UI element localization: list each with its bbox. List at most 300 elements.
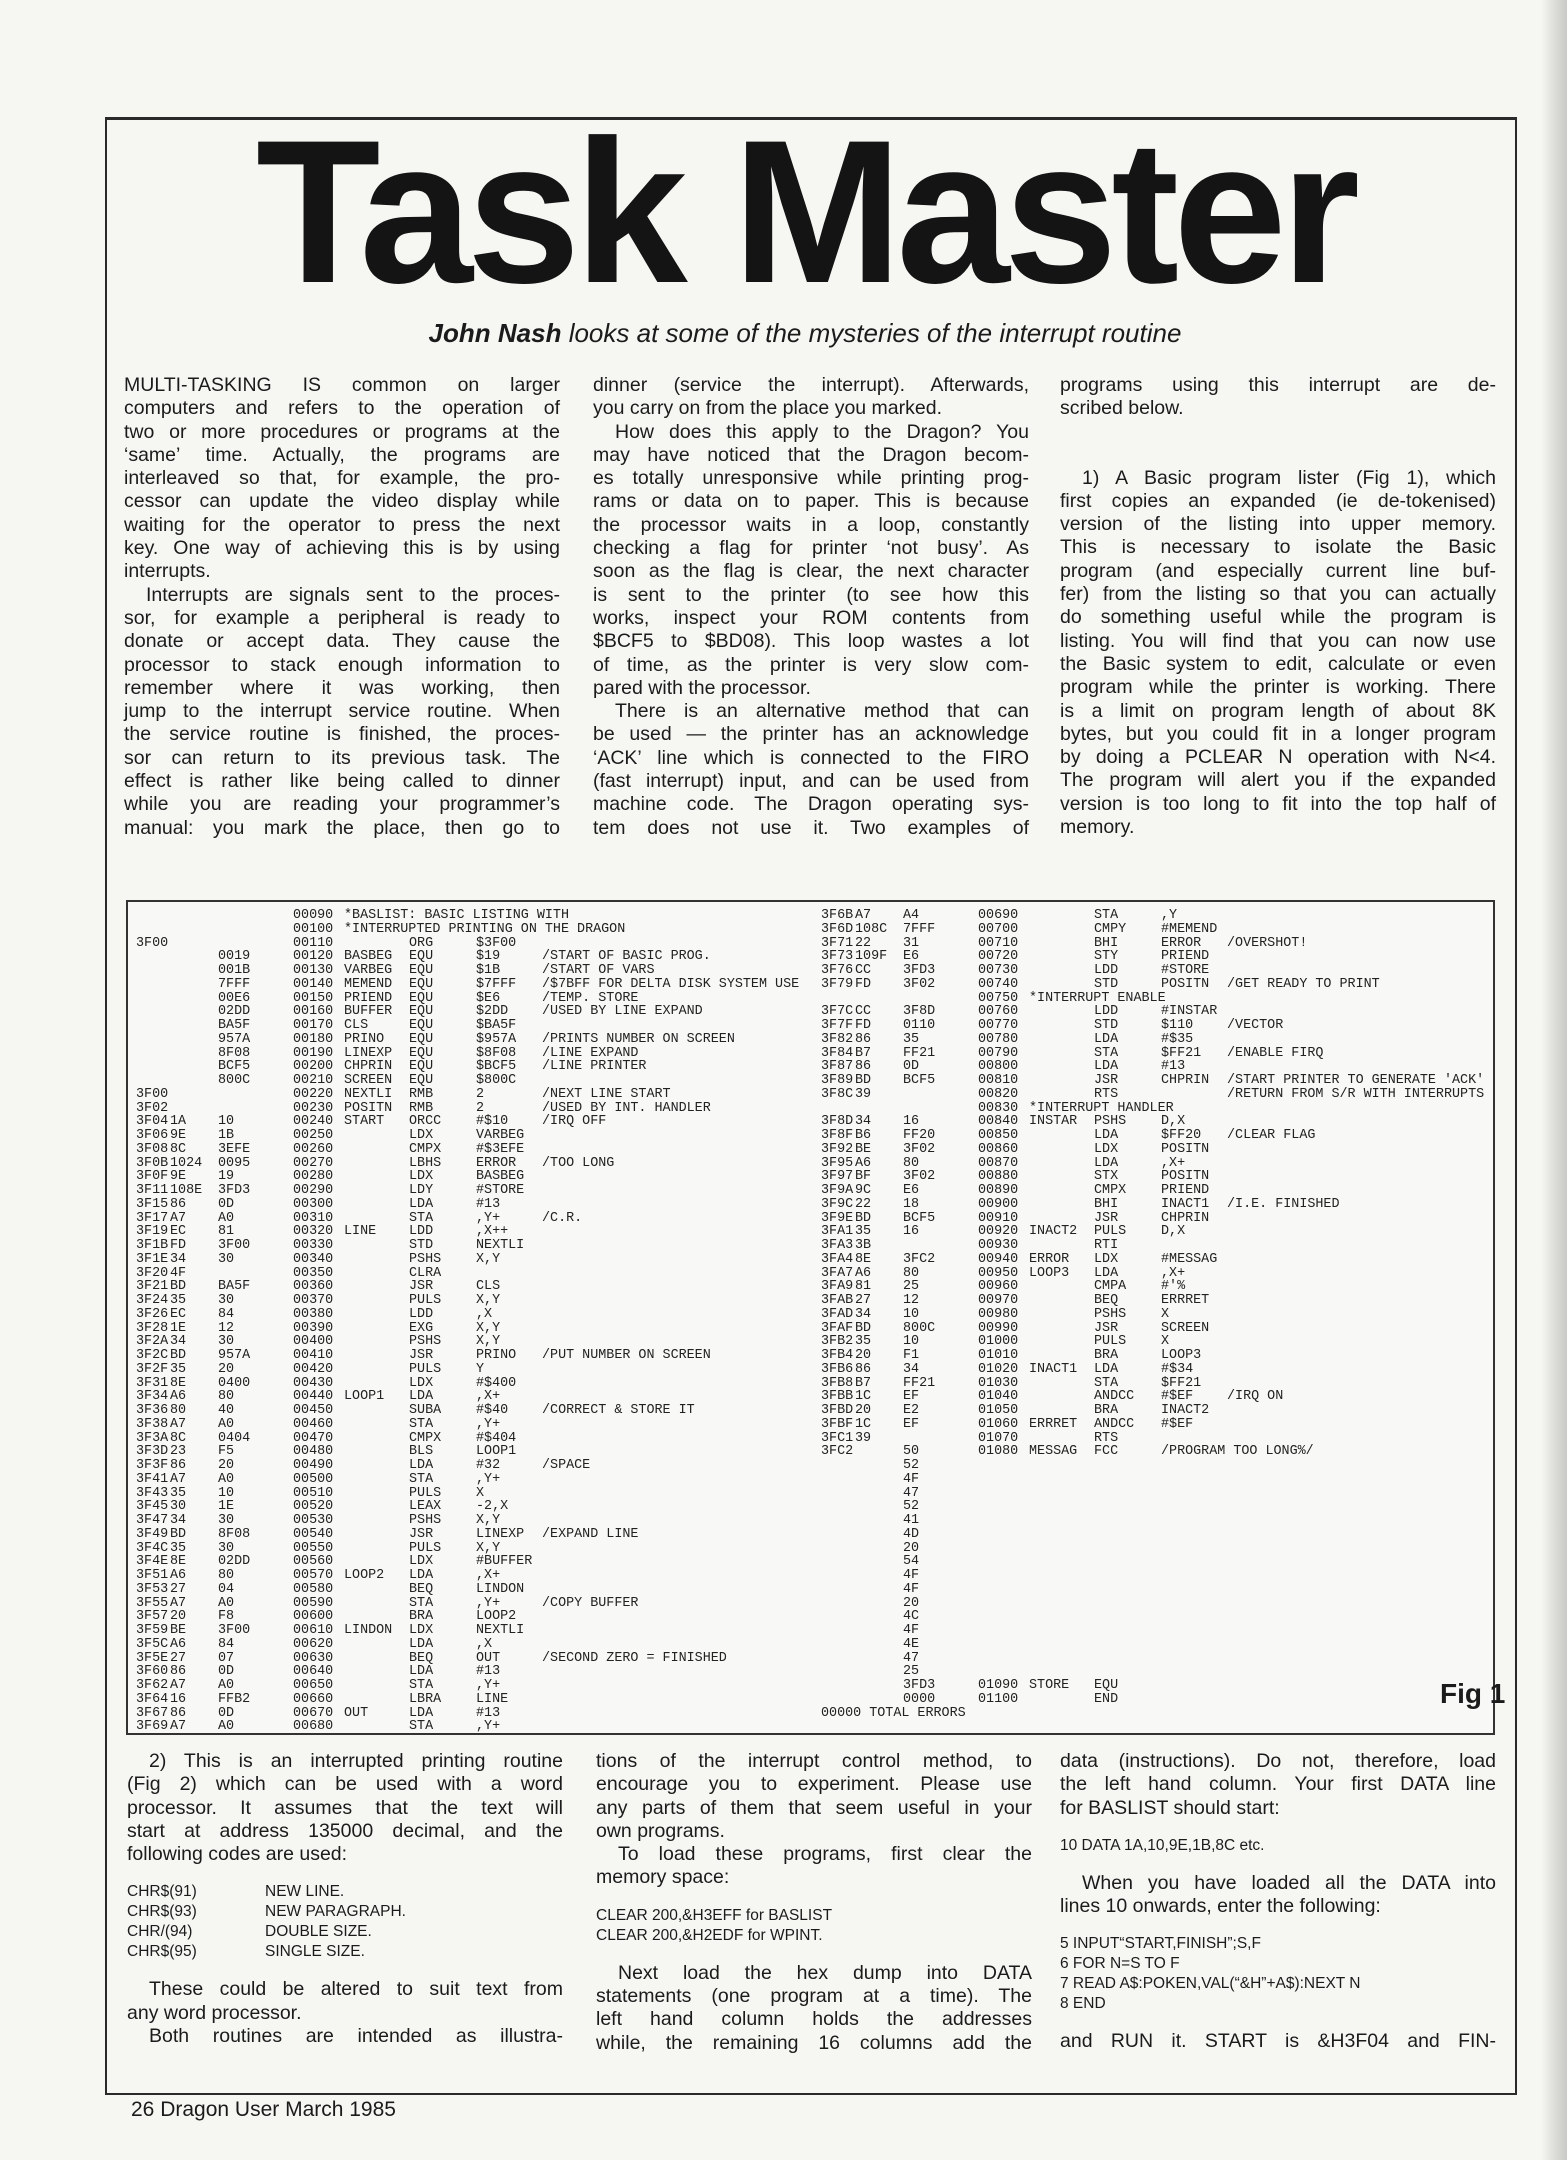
listing-mnemonic: BHI <box>1094 1196 1119 1212</box>
listing-operand-bytes: F8 <box>218 1609 235 1625</box>
listing-operand-bytes: E6 <box>903 1183 920 1198</box>
listing-mnemonic: LDX <box>409 1623 434 1638</box>
listing-argument: INACT2 <box>1161 1403 1210 1418</box>
listing-argument: #13 <box>1161 1059 1186 1075</box>
listing-opcode: 1C <box>855 1389 872 1405</box>
listing-operand-bytes: 3F02 <box>903 1141 936 1157</box>
listing-opcode: 86 <box>170 1664 187 1680</box>
listing-address: 3F4C <box>136 1540 169 1556</box>
listing-opcode: 9E <box>170 1128 187 1143</box>
listing-operand-bytes: 41 <box>903 1513 920 1528</box>
listing-operand-bytes: 3FD3 <box>903 1678 936 1693</box>
listing-argument: INACT1 <box>1161 1196 1210 1212</box>
listing-address: 3F17 <box>136 1210 169 1226</box>
listing-argument: $BCF5 <box>476 1059 517 1075</box>
listing-address: 3F89 <box>821 1073 854 1088</box>
listing-line-number: 00480 <box>293 1444 334 1460</box>
listing-operand-bytes: 80 <box>218 1568 235 1583</box>
body-column-bottom-2 <box>596 1750 1032 2055</box>
listing-argument: ERROR <box>476 1155 517 1171</box>
listing-mnemonic: EQU <box>409 1073 434 1088</box>
listing-address: 3F24 <box>136 1293 169 1308</box>
listing-line-number: 00910 <box>978 1210 1019 1226</box>
listing-opcode: 34 <box>170 1334 187 1350</box>
text-line: pared with the processor. <box>593 676 811 699</box>
listing-line-number: 00670 <box>293 1705 334 1721</box>
listing-address: 3FA1 <box>821 1224 854 1240</box>
listing-address: 3F11 <box>136 1183 169 1198</box>
listing-argument: $3F00 <box>476 935 517 951</box>
listing-address: 3FA4 <box>821 1251 854 1267</box>
listing-address: 3F28 <box>136 1320 169 1336</box>
listing-operand-bytes: 07 <box>218 1650 235 1666</box>
listing-opcode: BD <box>170 1348 187 1363</box>
listing-mnemonic: RMB <box>409 1100 434 1116</box>
listing-opcode: A7 <box>170 1678 187 1693</box>
listing-operand-bytes: 10 <box>903 1306 920 1322</box>
text-line: for BASLIST should start: <box>1060 1796 1280 1819</box>
listing-line-number: 00890 <box>978 1183 1019 1198</box>
text-line: of time, as the printer is very slow com- <box>593 653 1029 676</box>
listing-line-number: 00330 <box>293 1238 334 1253</box>
listing-argument: $E6 <box>476 990 501 1006</box>
listing-mnemonic: EQU <box>409 1018 434 1033</box>
listing-opcode: 1024 <box>170 1155 203 1171</box>
listing-operand-bytes: 40 <box>218 1403 235 1418</box>
listing-mnemonic: BEQ <box>409 1650 434 1666</box>
listing-label: LINDON <box>344 1623 393 1638</box>
listing-operand-bytes: 20 <box>903 1595 920 1611</box>
listing-mnemonic: LDA <box>409 1196 434 1212</box>
listing-argument: $800C <box>476 1073 517 1088</box>
listing-line-number: 00720 <box>978 949 1019 965</box>
listing-address: 3FBB <box>821 1389 854 1405</box>
listing-address: 3F49 <box>136 1526 169 1542</box>
listing-line-number: 00360 <box>293 1279 334 1295</box>
listing-line-number: 00690 <box>978 908 1019 923</box>
listing-line-number: 00160 <box>293 1004 334 1020</box>
listing-argument: X,Y <box>476 1251 501 1267</box>
listing-address: 3F20 <box>136 1265 169 1281</box>
listing-argument: #STORE <box>1161 963 1210 978</box>
listing-line-number: 00980 <box>978 1306 1019 1322</box>
text-line: manual: you mark the place, then go to <box>124 816 560 839</box>
listing-label: PRIEND <box>344 990 393 1006</box>
listing-opcode: 35 <box>170 1361 187 1377</box>
listing-opcode: 9C <box>855 1183 872 1198</box>
listing-address: 3F92 <box>821 1141 854 1157</box>
listing-mnemonic: STD <box>409 1238 434 1253</box>
text-line: scribed below. <box>1060 397 1184 420</box>
listing-operand-bytes: 52 <box>903 1458 920 1473</box>
listing-address: 3F36 <box>136 1403 169 1418</box>
listing-mnemonic: PSHS <box>409 1513 442 1528</box>
listing-opcode: CC <box>855 963 872 978</box>
text-line: any word processor. <box>127 2001 302 2024</box>
listing-address: 3F00 <box>136 1086 169 1102</box>
listing-comment: /$7BFF FOR DELTA DISK SYSTEM USE <box>542 976 800 992</box>
text-line: do something useful while the program is <box>1060 606 1496 629</box>
listing-comment: /CORRECT & STORE IT <box>542 1403 695 1418</box>
paragraph <box>593 374 1029 421</box>
listing-mnemonic: STA <box>409 1678 434 1693</box>
listing-line-number: 00470 <box>293 1430 334 1446</box>
text-line: Next load the hex dump into DATA <box>618 1961 1032 1984</box>
text-line: These could be altered to suit text from <box>149 1978 563 2001</box>
text-line: 1) A Basic program lister (Fig 1), which <box>1082 466 1496 489</box>
listing-mnemonic: CMPY <box>1094 921 1127 937</box>
listing-mnemonic: STY <box>1094 949 1119 965</box>
listing-line-number: 00150 <box>293 990 334 1006</box>
listing-operand-bytes: A4 <box>903 908 920 923</box>
listing-line-number: 00290 <box>293 1183 334 1198</box>
listing-mnemonic: ORCC <box>409 1114 442 1130</box>
text-line: program while the printer is working. There <box>1060 676 1496 699</box>
paragraph <box>593 421 1029 701</box>
listing-comment: /IRQ ON <box>1227 1389 1284 1405</box>
listing-line-number: 00380 <box>293 1306 334 1322</box>
listing-line-number: 00590 <box>293 1595 334 1611</box>
listing-line-number: 00950 <box>978 1265 1019 1281</box>
listing-opcode: 8E <box>170 1554 187 1570</box>
text-line: version of the listing into upper memory. <box>1060 513 1496 536</box>
listing-argument: LINE <box>476 1691 509 1707</box>
listing-opcode: A7 <box>170 1595 187 1611</box>
listing-mnemonic: JSR <box>409 1348 434 1363</box>
listing-argument: 2 <box>476 1086 485 1102</box>
listing-line-number: 00570 <box>293 1568 334 1583</box>
listing-comment: /TOO LONG <box>542 1155 615 1171</box>
listing-operand-bytes: BCF5 <box>903 1210 936 1226</box>
listing-line-number: 00310 <box>293 1210 334 1226</box>
listing-line-number: 00260 <box>293 1141 334 1157</box>
listing-opcode: B6 <box>855 1128 872 1143</box>
listing-argument: X <box>476 1485 485 1501</box>
text-line: following codes are used: <box>127 1843 348 1866</box>
listing-argument: CHPRIN <box>1161 1210 1210 1226</box>
text-line: soon as the flag is clear, the next character <box>593 560 1029 583</box>
listing-argument: ,Y+ <box>476 1678 501 1693</box>
text-line: effect is rather like being called to dinner <box>124 770 560 793</box>
listing-mnemonic: BRA <box>1094 1403 1119 1418</box>
listing-argument: LOOP1 <box>476 1444 517 1460</box>
listing-argument: #MESSAG <box>1161 1251 1218 1267</box>
code-line: CLEAR 200,&H2EDF for WPINT. <box>596 1926 823 1944</box>
listing-argument: PRIEND <box>1161 1183 1210 1198</box>
listing-argument: #$34 <box>1161 1361 1194 1377</box>
listing-opcode: EC <box>170 1306 187 1322</box>
listing-mnemonic: LDA <box>409 1664 434 1680</box>
listing-operand-bytes: 1E <box>218 1499 235 1515</box>
listing-operand-bytes: 4F <box>903 1471 920 1487</box>
paragraph <box>596 1843 1032 1890</box>
listing-opcode: 9E <box>170 1169 187 1185</box>
listing-argument: ,Y+ <box>476 1595 501 1611</box>
listing-argument: CLS <box>476 1279 501 1295</box>
code-meaning: NEW LINE. <box>265 1883 345 1901</box>
listing-line-number: 00790 <box>978 1045 1019 1061</box>
code-line: 5 INPUT“START,FINISH”;S,F <box>1060 1935 1261 1953</box>
text-line: tem does not use it. Two examples of <box>593 816 1029 839</box>
listing-mnemonic: EQU <box>409 963 434 978</box>
listing-address: 3F5E <box>136 1650 169 1666</box>
listing-mnemonic: PULS <box>409 1485 442 1501</box>
text-line: To load these programs, first clear the <box>618 1843 1032 1866</box>
listing-line-number: 01090 <box>978 1678 1019 1693</box>
listing-comment: /SPACE <box>542 1458 591 1473</box>
text-line: is sent to the printer (to see how this <box>593 583 1029 606</box>
paragraph <box>127 1750 563 1866</box>
listing-operand-bytes: 30 <box>218 1513 235 1528</box>
listing-opcode: 35 <box>855 1224 872 1240</box>
listing-line-number: 00510 <box>293 1485 334 1501</box>
listing-mnemonic: LBRA <box>409 1691 442 1707</box>
listing-argument: /PROGRAM TOO LONG%/ <box>1161 1444 1314 1460</box>
listing-line-number: 01020 <box>978 1361 1019 1377</box>
listing-operand-bytes: 0000 <box>903 1691 936 1707</box>
listing-argument: Y <box>476 1361 485 1377</box>
listing-operand-bytes: 0D <box>218 1664 235 1680</box>
listing-line-number: 00400 <box>293 1334 334 1350</box>
listing-line-number: 01000 <box>978 1334 1019 1350</box>
listing-mnemonic: LDA <box>1094 1155 1119 1171</box>
paragraph <box>1060 2030 1496 2053</box>
code-table-row <box>127 1882 563 1902</box>
text-line: (fast interrupt) input, and can be used from <box>593 770 1029 793</box>
code-table-row <box>127 1902 563 1922</box>
listing-mnemonic: PSHS <box>1094 1306 1127 1322</box>
listing-line-number: 00140 <box>293 976 334 992</box>
listing-mnemonic: STA <box>409 1471 434 1487</box>
listing-line-number: 00860 <box>978 1141 1019 1157</box>
listing-argument: #MEMEND <box>1161 921 1218 937</box>
listing-operand-bytes: FFB2 <box>218 1691 251 1707</box>
listing-mnemonic: LDA <box>409 1568 434 1583</box>
listing-opcode: A7 <box>170 1416 187 1432</box>
listing-mnemonic: CMPX <box>1094 1183 1127 1198</box>
listing-opcode: A6 <box>855 1155 872 1171</box>
listing-operand-bytes: 957A <box>218 1348 251 1363</box>
listing-comment: /C.R. <box>542 1210 583 1226</box>
listing-address: 3F71 <box>821 935 854 951</box>
listing-comment: /LINE PRINTER <box>542 1059 647 1075</box>
listing-argument: ERROR <box>1161 935 1202 951</box>
text-line: tions of the interrupt control method, to <box>596 1750 1032 1772</box>
listing-address: 3F64 <box>136 1691 169 1707</box>
listing-operand-bytes: 4D <box>903 1526 920 1542</box>
listing-opcode: FD <box>855 976 872 992</box>
listing-operand-bytes: 19 <box>218 1169 235 1185</box>
listing-mnemonic: LEAX <box>409 1499 442 1515</box>
listing-argument: $FF20 <box>1161 1128 1202 1143</box>
listing-mnemonic: LDX <box>409 1128 434 1143</box>
listing-mnemonic: RTS <box>1094 1086 1119 1102</box>
text-line: processor. It assumes that the text will <box>127 1796 563 1819</box>
listing-mnemonic: FCC <box>1094 1444 1119 1460</box>
listing-mnemonic: PSHS <box>1094 1114 1127 1130</box>
listing-address: 3F55 <box>136 1595 169 1611</box>
listing-address: 3F5C <box>136 1636 169 1652</box>
listing-comment: /OVERSHOT! <box>1227 935 1308 951</box>
listing-opcode: A7 <box>170 1719 187 1735</box>
listing-argument: X,Y <box>476 1293 501 1308</box>
listing-line-number: 00710 <box>978 935 1019 951</box>
code-name: CHR$(95) <box>127 1943 197 1961</box>
listing-line-number: 00600 <box>293 1609 334 1625</box>
listing-opcode: BD <box>170 1279 187 1295</box>
listing-argument: #$3EFE <box>476 1141 525 1157</box>
listing-label: OUT <box>344 1705 369 1721</box>
listing-opcode: 108C <box>855 921 888 937</box>
listing-comment: /USED BY INT. HANDLER <box>542 1100 711 1116</box>
listing-argument: $BA5F <box>476 1018 517 1033</box>
listing-label: PRINO <box>344 1031 385 1047</box>
listing-comment: /PUT NUMBER ON SCREEN <box>542 1348 711 1363</box>
body-column-1 <box>124 374 560 840</box>
listing-address: 3F62 <box>136 1678 169 1693</box>
listing-operand-bytes: F1 <box>903 1348 920 1363</box>
listing-mnemonic: RMB <box>409 1086 434 1102</box>
listing-operand-bytes: 4F <box>903 1581 920 1597</box>
listing-operand-bytes: 18 <box>903 1196 920 1212</box>
listing-address: 3FB6 <box>821 1361 854 1377</box>
listing-line-number: 00280 <box>293 1169 334 1185</box>
listing-operand-bytes: 4E <box>903 1636 920 1652</box>
listing-mnemonic: LDA <box>409 1389 434 1405</box>
text-line: the processor waits in a loop, constantly <box>593 513 1029 536</box>
text-line: $BCF5 to $BD08). This loop wastes a lot <box>593 630 1029 653</box>
listing-address: 3F73 <box>821 949 854 965</box>
listing-address: 3FA3 <box>821 1238 854 1253</box>
listing-address: 3F8D <box>821 1114 854 1130</box>
listing-argument: CHPRIN <box>1161 1073 1210 1088</box>
listing-operand-bytes: 16 <box>903 1224 920 1240</box>
listing-mnemonic: JSR <box>1094 1073 1119 1088</box>
listing-line-number: 00300 <box>293 1196 334 1212</box>
listing-argument: ,Y+ <box>476 1210 501 1226</box>
listing-mnemonic: EQU <box>409 1004 434 1020</box>
listing-mnemonic: LDD <box>409 1224 434 1240</box>
listing-argument: D,X <box>1161 1224 1186 1240</box>
listing-operand-bytes: 02DD <box>218 1004 251 1020</box>
listing-opcode: 86 <box>855 1059 872 1075</box>
listing-comment: /LINE EXPAND <box>542 1045 639 1061</box>
listing-label: LINEXP <box>344 1045 393 1061</box>
listing-opcode: BD <box>170 1526 187 1542</box>
listing-operand-bytes: 3F00 <box>218 1238 251 1253</box>
listing-address: 3F3D <box>136 1444 169 1460</box>
text-line: bytes, but you could fit in a longer program <box>1060 722 1496 745</box>
listing-argument: OUT <box>476 1650 501 1666</box>
text-line: sor, for example a peripheral is ready to <box>124 606 560 629</box>
listing-operand-bytes: 8F08 <box>218 1045 251 1061</box>
listing-line-number: 00650 <box>293 1678 334 1693</box>
listing-mnemonic: PULS <box>1094 1334 1127 1350</box>
listing-operand-bytes: 30 <box>218 1251 235 1267</box>
listing-operand-bytes: 1B <box>218 1128 235 1143</box>
listing-operand-bytes: 50 <box>903 1444 920 1460</box>
listing-argument: ,X+ <box>476 1568 501 1583</box>
listing-mnemonic: STA <box>409 1416 434 1432</box>
listing-address: 3F7C <box>821 1004 854 1020</box>
listing-address: 3F87 <box>821 1059 854 1075</box>
listing-address: 3F3A <box>136 1430 169 1446</box>
listing-line-number: 00110 <box>293 935 334 951</box>
listing-mnemonic: LDY <box>409 1183 434 1198</box>
listing-opcode: 86 <box>170 1196 187 1212</box>
paragraph <box>1060 467 1496 840</box>
text-line: cessor can update the video display while <box>124 490 560 513</box>
listing-operand-bytes: FF21 <box>903 1045 936 1061</box>
listing-argument: POSITN <box>1161 1169 1210 1185</box>
listing-line-number: 00220 <box>293 1086 334 1102</box>
listing-line-number: 00870 <box>978 1155 1019 1171</box>
listing-address: 3FB4 <box>821 1348 854 1363</box>
listing-argument: X,Y <box>476 1540 501 1556</box>
listing-line-number: 00320 <box>293 1224 334 1240</box>
listing-opcode: 35 <box>170 1293 187 1308</box>
listing-operand-bytes: 84 <box>218 1636 235 1652</box>
text-line: is a limit on program length of about 8K <box>1060 699 1496 722</box>
listing-opcode: FD <box>855 1018 872 1033</box>
listing-address: 3F47 <box>136 1513 169 1528</box>
listing-line-number: 00680 <box>293 1719 334 1735</box>
listing-argument: $7FFF <box>476 976 517 992</box>
text-line: interrupts. <box>124 560 211 583</box>
text-line: own programs. <box>596 1819 725 1842</box>
text-line: waiting for the operator to press the next <box>124 513 560 536</box>
listing-label: LOOP3 <box>1029 1265 1070 1281</box>
listing-line-number: 00800 <box>978 1059 1019 1075</box>
text-line: There is an alternative method that can <box>615 700 1029 723</box>
listing-argument: ,Y+ <box>476 1471 501 1487</box>
text-line: you carry on from the place you marked. <box>593 397 942 420</box>
listing-address: 3F2A <box>136 1334 169 1350</box>
listing-address: 3F82 <box>821 1031 854 1047</box>
listing-mnemonic: STD <box>1094 1018 1119 1033</box>
listing-line-number: 00920 <box>978 1224 1019 1240</box>
listing-argument: ERRRET <box>1161 1293 1210 1308</box>
listing-argument: $110 <box>1161 1018 1194 1033</box>
paragraph <box>1060 1872 1496 1919</box>
listing-address: 3F9C <box>821 1196 854 1212</box>
listing-mnemonic: STA <box>1094 1045 1119 1061</box>
listing-mnemonic: LDX <box>409 1375 434 1391</box>
code-line: CLEAR 200,&H3EFF for BASLIST <box>596 1906 833 1924</box>
listing-address: 3F06 <box>136 1128 169 1143</box>
code-line: 8 END <box>1060 1995 1106 2013</box>
listing-argument: #$40 <box>476 1403 509 1418</box>
text-line: processor to stack enough information to <box>124 653 560 676</box>
listing-address: 3FB8 <box>821 1375 854 1391</box>
listing-mnemonic: BEQ <box>409 1581 434 1597</box>
listing-address: 3F9E <box>821 1210 854 1226</box>
listing-label: *INTERRUPT HANDLER <box>1029 1100 1174 1116</box>
listing-address: 3F69 <box>136 1719 169 1735</box>
listing-line-number: 01100 <box>978 1691 1019 1707</box>
listing-operand-bytes: A0 <box>218 1416 235 1432</box>
listing-opcode: 34 <box>170 1251 187 1267</box>
listing-opcode: A7 <box>855 908 872 923</box>
listing-opcode: 1C <box>855 1416 872 1432</box>
listing-address: 3F1B <box>136 1238 169 1253</box>
listing-line-number: 00250 <box>293 1128 334 1143</box>
listing-argument: NEXTLI <box>476 1623 525 1638</box>
text-line: lines 10 onwards, enter the following: <box>1060 1895 1381 1918</box>
code-meaning: NEW PARAGRAPH. <box>265 1903 406 1921</box>
text-line: How does this apply to the Dragon? You <box>615 420 1029 443</box>
listing-mnemonic: EXG <box>409 1320 434 1336</box>
